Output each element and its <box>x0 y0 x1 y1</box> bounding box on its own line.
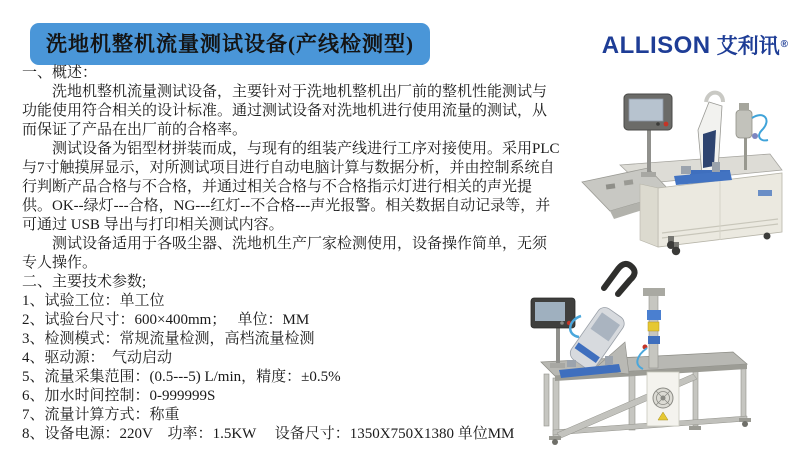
specs-heading: 二、主要技术参数; <box>22 274 147 290</box>
spec-item: 7、流量计算方式：称重 <box>22 407 180 423</box>
brand-logo <box>602 30 788 60</box>
page-title: 洗地机整机流量测试设备(产线检测型) <box>30 23 430 65</box>
spec-item: 3、检测模式：常规流量检测，高档流量检测 <box>22 331 315 347</box>
top-machine-image <box>562 72 798 256</box>
electrical-cabinet <box>647 372 679 426</box>
spec-item: 1、试验工位：单工位 <box>22 293 165 309</box>
overview-paragraph: 测试设备为铝型材拼装而成，与现有的组装产线进行工序对接使用。采用PLC与7寸触摸屏显示，对所测试项目进行自动电脑计算与数据分析，并由控制系统自行判断产品合格与不合格，并通过相关合格与不合格指示灯进行相关的声光提供。OK--绿灯---合格，NG---红灯--不合格---声光报警。相关数据自动记录等，并可通过 USB 导出与打印相关测试内容。 <box>22 141 560 233</box>
brand-name-chinese: 艾利讯 <box>716 35 780 58</box>
spec-item: 4、驱动源： 气动启动 <box>22 350 173 366</box>
brand-wordmark: ALLISON <box>601 32 711 59</box>
spec-item: 2、试验台尺寸：600×400mm； 单位：MM <box>22 312 310 328</box>
spec-item: 8、设备电源：220V 功率：1.5KW 设备尺寸：1350X750X1380 单位MM <box>22 426 515 442</box>
overview-heading: 一、概述： <box>22 65 98 81</box>
overview-paragraph: 洗地机整机流量测试设备，主要针对于洗地机整机出厂前的整机性能测试与功能使用符合相关的设计标准。通过测试设备对洗地机进行使用流量的测试，从而保证了产品在出厂前的合格率。 <box>22 84 548 138</box>
body-text-column <box>22 64 560 444</box>
spec-item: 6、加水时间控制：0-999999S <box>22 388 216 404</box>
registered-trademark-icon: ® <box>780 38 788 50</box>
spec-item: 5、流量采集范围：(0.5---5) L/min，精度：±0.5% <box>22 369 341 385</box>
overview-paragraph: 测试设备适用于各吸尘器、洗地机生产厂家检测使用，设备操作简单，无须专人操作。 <box>22 236 548 271</box>
